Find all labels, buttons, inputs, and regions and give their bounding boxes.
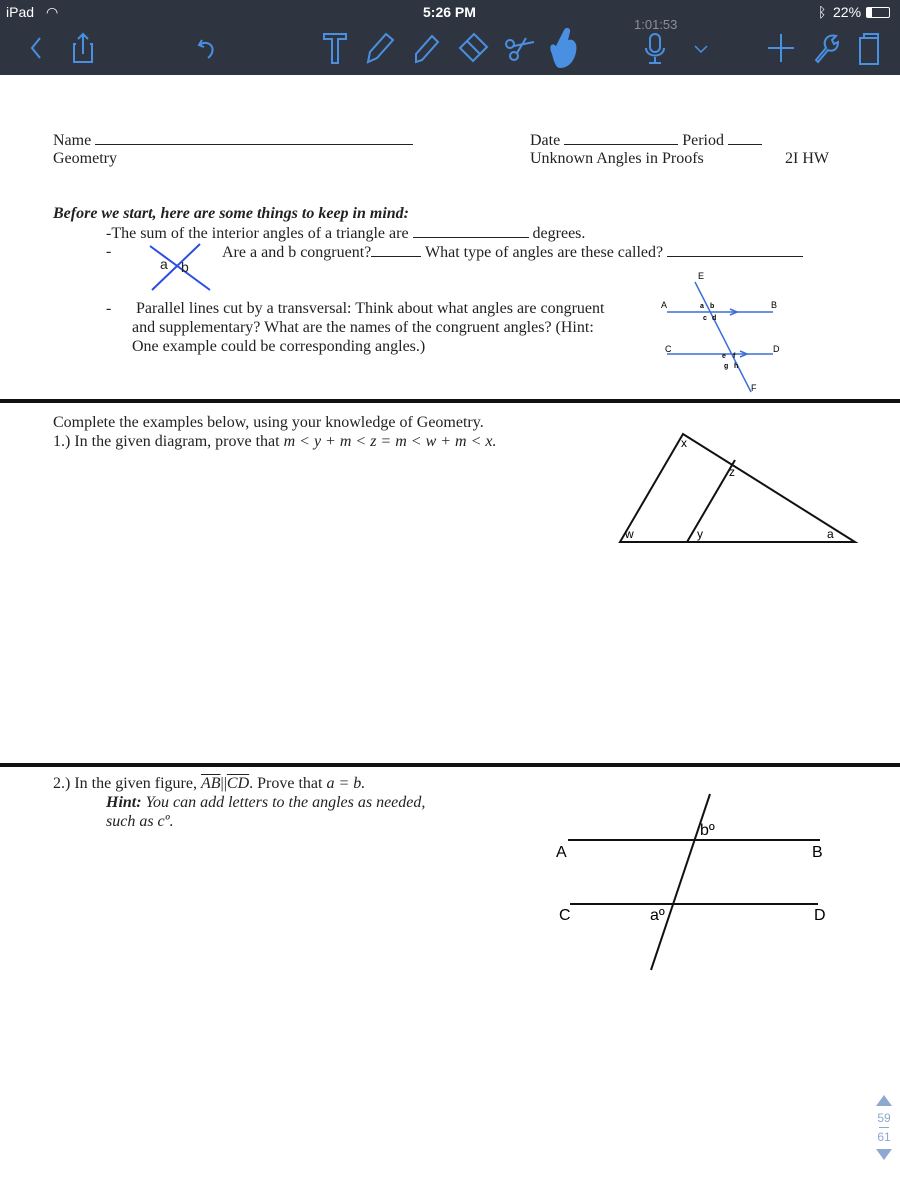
parallel-text-3: One example could be corresponding angles.): [132, 338, 426, 355]
wrench-icon[interactable]: [808, 30, 842, 66]
wifi-icon: ◠: [46, 4, 59, 20]
bluetooth-icon: ᛒ: [818, 4, 827, 20]
page-separator: [879, 1127, 889, 1128]
current-page: 59: [877, 1111, 891, 1125]
svg-text:b: b: [710, 303, 715, 310]
q2-prompt: 2.) In the given figure, $\overline{AB}||\overline{CD}$. Prove that a = b.: [53, 775, 366, 792]
svg-text:A: A: [661, 300, 668, 310]
q2-hint-example: such as cº.: [106, 813, 174, 830]
svg-text:w: w: [625, 527, 634, 541]
svg-text:F: F: [751, 383, 757, 393]
svg-text:D: D: [773, 344, 780, 354]
svg-text:aº: aº: [650, 907, 665, 924]
recording-timer: 1:01:53: [634, 17, 678, 32]
assignment-code: 2I HW: [785, 150, 829, 167]
svg-text:x: x: [681, 436, 687, 450]
svg-text:C: C: [665, 344, 672, 354]
chevron-down-icon[interactable]: [684, 30, 718, 66]
undo-button[interactable]: [190, 30, 224, 66]
q2-hint: Hint: You can add letters to the angles as needed,: [106, 794, 426, 811]
page-navigator: [872, 1095, 896, 1160]
parallel-text-1: Parallel lines cut by a transversal: Think about what angles are congruent: [136, 300, 605, 317]
topic-label: Unknown Angles in Proofs: [530, 150, 704, 167]
highlighter-tool-icon[interactable]: [408, 30, 442, 66]
section-divider: [0, 763, 900, 767]
parallel-lines-diagram: [655, 268, 785, 396]
eraser-tool-icon[interactable]: [456, 30, 490, 66]
svg-text:z: z: [729, 465, 735, 479]
add-button[interactable]: [764, 30, 798, 66]
parallel-transversal-diagram: [550, 790, 840, 975]
svg-text:d: d: [712, 315, 717, 322]
section-divider: [0, 399, 900, 403]
svg-text:a: a: [827, 527, 834, 541]
vertical-angles-diagram: [140, 242, 220, 294]
share-button[interactable]: [66, 30, 100, 66]
text-tool-icon[interactable]: [318, 30, 352, 66]
next-page-button[interactable]: [876, 1149, 892, 1160]
device-label: iPad: [6, 4, 35, 20]
svg-text:g: g: [724, 363, 729, 370]
svg-text:a: a: [160, 256, 168, 272]
intro-heading: Before we start, here are some things to keep in mind:: [53, 205, 409, 222]
svg-text:C: C: [559, 907, 571, 924]
svg-text:B: B: [771, 300, 778, 310]
battery-icon: [866, 7, 890, 18]
back-button[interactable]: [20, 30, 54, 66]
triangle-diagram: [615, 430, 860, 548]
svg-text:B: B: [812, 844, 823, 861]
battery-percent: 22%: [833, 4, 862, 20]
parallel-text-2: and supplementary? What are the names of the congruent angles? (Hint:: [132, 319, 594, 336]
pages-icon[interactable]: [852, 30, 886, 66]
toolbar: [0, 0, 900, 75]
vertical-angles-line: Are a and b congruent? What type of angles are these called?: [222, 243, 803, 262]
svg-text:a: a: [700, 303, 704, 310]
svg-text:h: h: [734, 363, 739, 370]
svg-text:y: y: [697, 527, 703, 541]
microphone-icon[interactable]: [638, 30, 672, 66]
svg-text:A: A: [556, 844, 567, 861]
scissors-tool-icon[interactable]: [502, 30, 536, 66]
total-pages: 61: [877, 1130, 891, 1144]
svg-text:E: E: [698, 271, 705, 281]
bullet-dash: -: [106, 243, 112, 260]
clock: 5:26 PM: [423, 4, 476, 20]
pen-tool-icon[interactable]: [362, 30, 396, 66]
svg-text:e: e: [722, 353, 726, 360]
name-field[interactable]: Name: [53, 131, 413, 150]
hand-tool-icon[interactable]: [544, 24, 582, 70]
previous-page-button[interactable]: [876, 1095, 892, 1106]
svg-text:b: b: [181, 259, 189, 275]
q1-instructions: Complete the examples below, using your knowledge of Geometry.: [53, 414, 484, 431]
svg-text:f: f: [733, 353, 736, 360]
bullet-dash: -: [106, 300, 112, 317]
svg-text:D: D: [814, 907, 826, 924]
svg-text:bº: bº: [700, 822, 715, 839]
triangle-sum-line: -The sum of the interior angles of a triangle are degrees.: [106, 225, 586, 242]
svg-text:c: c: [703, 315, 707, 322]
date-field[interactable]: Date Period: [530, 131, 762, 150]
course-label: Geometry: [53, 150, 117, 167]
q1-prompt: 1.) In the given diagram, prove that m < y + m < z = m < w + m < x.: [53, 433, 497, 450]
